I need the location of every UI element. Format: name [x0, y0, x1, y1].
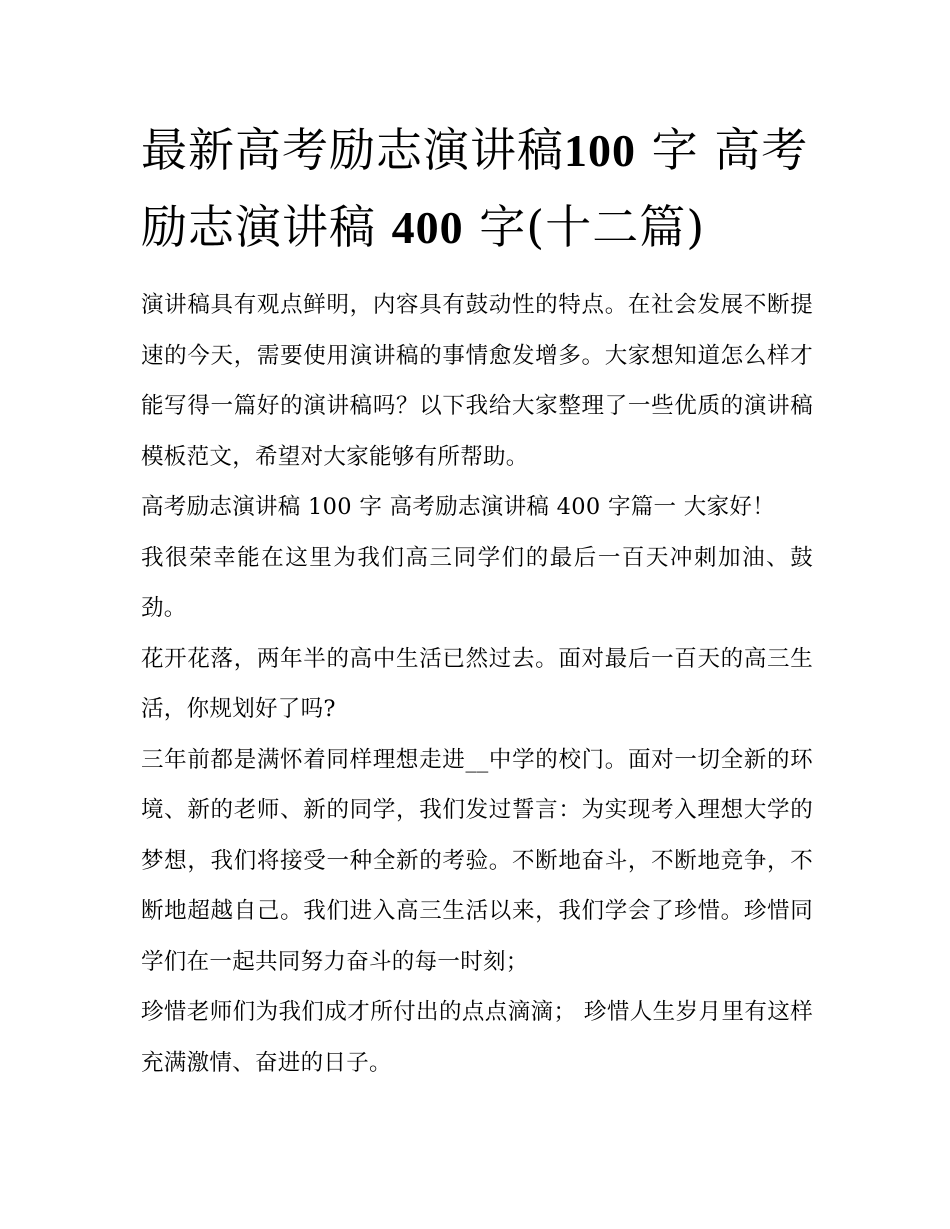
- title-text-1: 最新高考励志演讲稿: [141, 123, 564, 177]
- body-paragraph: 三年前都是满怀着同样理想走进__中学的校门。面对一切全新的环境、新的老师、新的同学，我们发过誓言：为实现考入理想大学的梦想，我们将接受一种全新的考验。不断地奋斗，不断地竞争，不断地超越自己。我们进入高三生活以来，我们学会了珍惜。珍惜同学们在一起共同努力奋斗的每一时刻；: [141, 746, 813, 975]
- document-body: [141, 280, 813, 1088]
- title-text-2: 字 高考励志演讲稿: [141, 123, 809, 254]
- title-number-2: 400: [391, 202, 464, 253]
- body-paragraph: 花开花落，两年半的高中生活已然过去。面对最后一百天的高三生活，你规划好了吗?: [141, 645, 813, 722]
- title-number-1: 100: [564, 125, 636, 176]
- body-paragraph: 珍惜老师们为我们成才所付出的点点滴滴； 珍惜人生岁月里有这样充满激情、奋进的日子。: [141, 999, 813, 1076]
- intro-paragraph: 演讲稿具有观点鲜明，内容具有鼓动性的特点。在社会发展不断提速的今天，需要使用演讲稿的事情愈发增多。大家想知道怎么样才能写得一篇好的演讲稿吗？以下我给大家整理了一些优质的演讲稿模板范文，希望对大家能够有所帮助。: [141, 292, 813, 470]
- title-text-3: 字(十二篇): [463, 200, 706, 254]
- document-title: [141, 112, 813, 266]
- body-paragraph: 我很荣幸能在这里为我们高三同学们的最后一百天冲刺加油、鼓劲。: [141, 544, 813, 621]
- document-page: [141, 112, 813, 1088]
- section-heading-paragraph: 高考励志演讲稿 100 字 高考励志演讲稿 400 字篇一 大家好！: [141, 494, 776, 520]
